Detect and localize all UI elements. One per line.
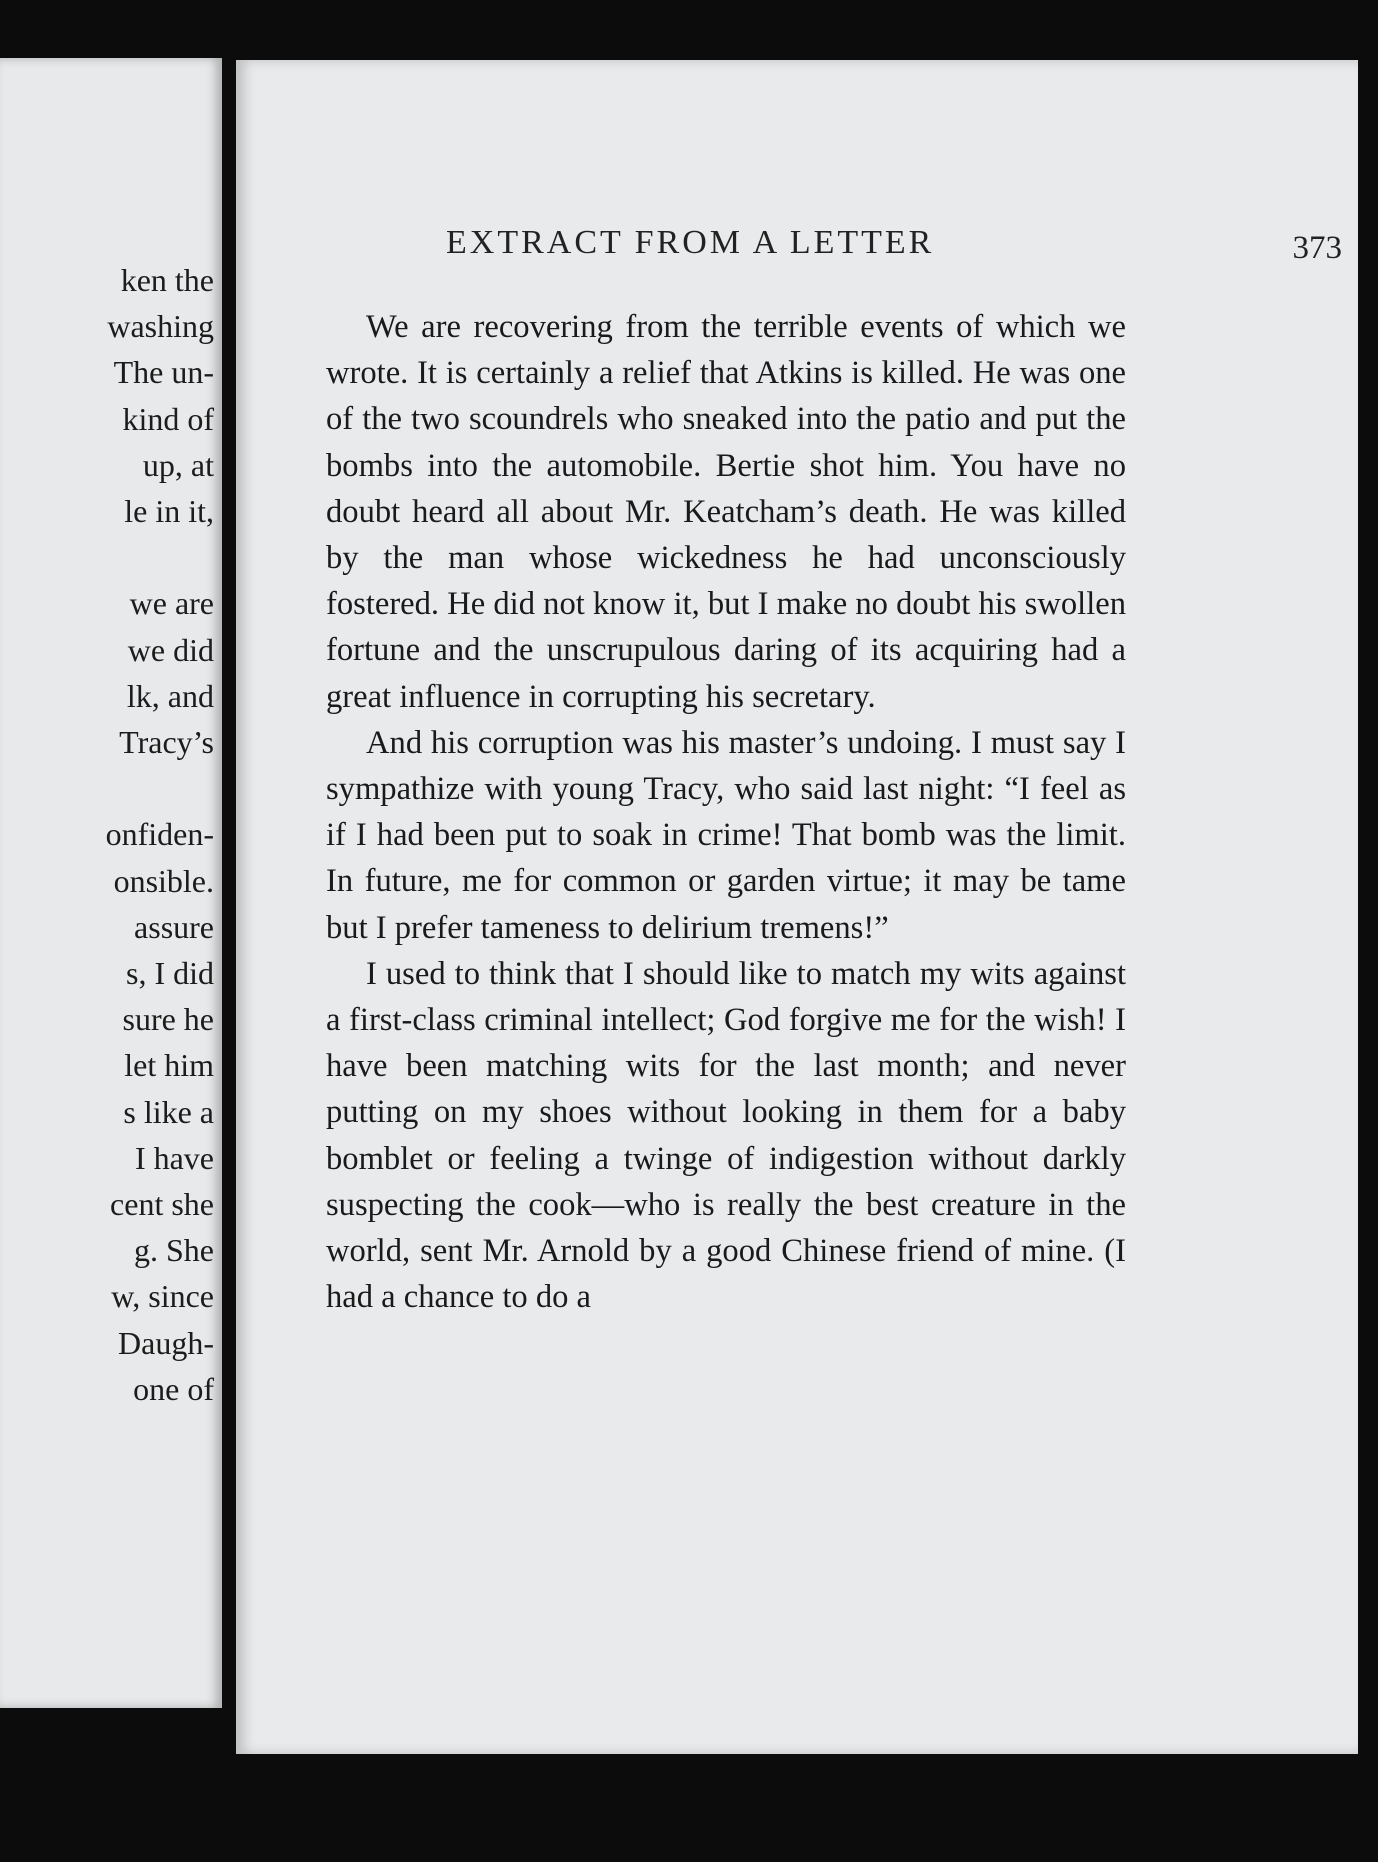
left-page-line: The un-: [113, 354, 214, 391]
left-page-line: kind of: [122, 400, 214, 437]
left-page-line: Tracy’s: [119, 724, 214, 760]
left-page-line: s, I did: [126, 955, 214, 991]
left-page-line: sure he: [122, 1001, 214, 1038]
right-page: [236, 60, 1358, 1754]
left-page-line: cent she: [110, 1186, 214, 1222]
left-page-line: assure: [134, 908, 214, 945]
body-text: [326, 304, 1126, 1320]
page-number: 373: [1292, 230, 1342, 266]
left-page-line: w, since: [111, 1278, 214, 1315]
left-page-line: Daugh-: [118, 1324, 214, 1361]
left-page-line: let him: [124, 1047, 214, 1084]
left-page-line: g. She: [134, 1232, 214, 1269]
left-page-line: I have: [134, 1139, 214, 1176]
left-page-line: we did: [127, 631, 214, 668]
paragraph-3: I used to think that I should like to match my wits against a first-class criminal intellect; God forgive me for the wish! I have been matching wits for the last month; and never putting on my shoes without looking in them for a baby bomblet or feeling a twinge of indigestion without darkly suspecting the cook—who is really the best creature in the world, sent Mr. Arnold by a good Chinese friend of mine. (I had a chance to do a: [326, 955, 1126, 1316]
left-page: [0, 58, 222, 1708]
left-page-line: lk, and: [126, 677, 214, 714]
running-head-title: EXTRACT FROM A LETTER: [446, 224, 935, 261]
paragraph-2: And his corruption was his master’s undoing. I must say I sympathize with young Tracy, who said last night: “I feel as if I had been put to soak in crime! That bomb was the limit. In future, me for common or garden virtue; it may be tame but I prefer tameness to delirium tremens!”: [326, 724, 1126, 946]
left-page-line: we are: [129, 585, 214, 622]
paragraph-1: We are recovering from the terrible events of which we wrote. It is certainly a relief that Atkins is killed. He was one of the two scoundrels who sneaked into the patio and put the bombs into the automobile. Bertie shot him. You have no doubt heard all about Mr. Keatcham’s death. He was killed by the man whose wickedness he had unconsciously fostered. He did not know it, but I make no doubt his swollen fortune and the unscrupulous daring of its acquiring had a great influence in corrupting his secretary.: [326, 309, 1126, 715]
left-page-line: le in it,: [124, 493, 214, 529]
left-page-line: ken the: [120, 262, 214, 298]
left-page-line: onfiden-: [105, 816, 214, 853]
left-page-line: onsible.: [113, 862, 214, 899]
left-page-line: one of: [133, 1370, 214, 1407]
left-page-line: s like a: [123, 1093, 214, 1130]
left-page-line: washing: [107, 308, 214, 345]
running-head: [446, 224, 1342, 274]
left-page-line: up, at: [142, 446, 214, 483]
